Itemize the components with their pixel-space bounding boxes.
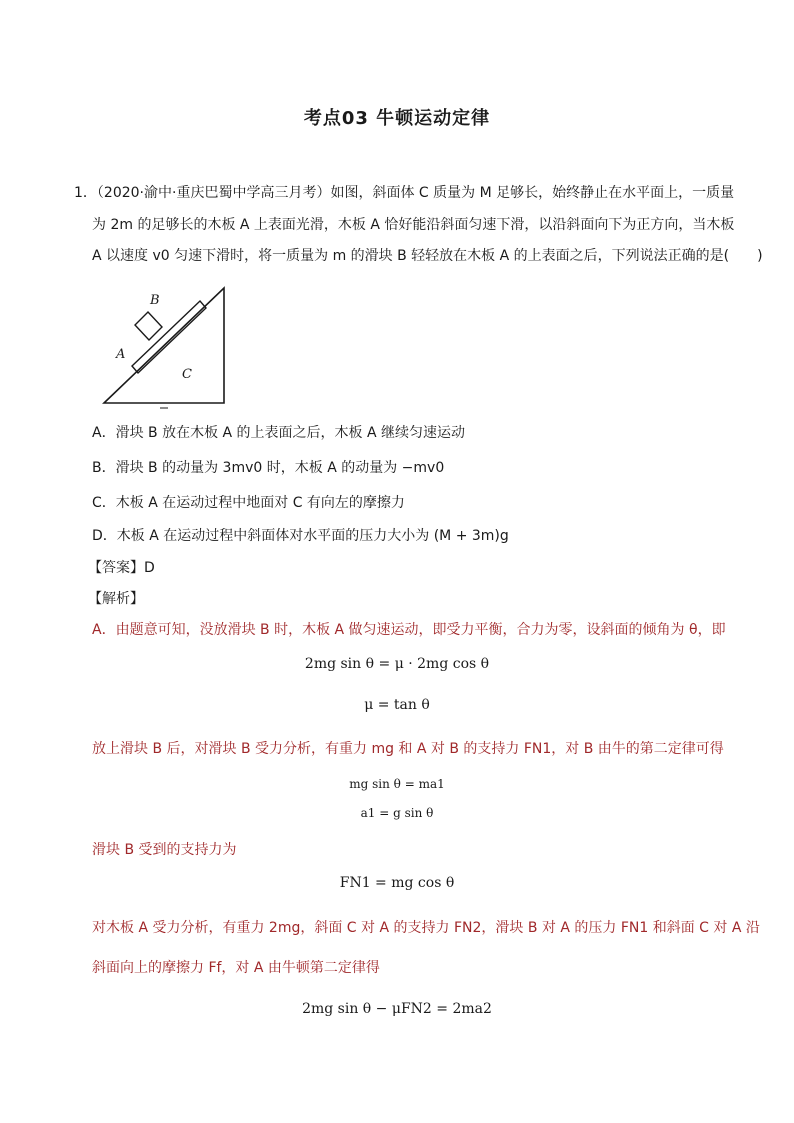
option-a: A．滑块 B 放在木板 A 的上表面之后，木板 A 继续匀速运动 [92, 425, 466, 441]
wedge-c [104, 288, 224, 403]
equation-4: a1 = g sin θ [360, 806, 434, 820]
equation-1: 2mg sin θ = μ · 2mg cos θ [304, 656, 490, 672]
analysis-tag: 【解析】 [88, 591, 144, 607]
answer-line: 【答案】D [88, 560, 155, 576]
question-text-1: （2020·渝中·重庆巴蜀中学高三月考）如图，斜面体 C 质量为 M 足够长，始终静止在水平面上，一质量 [96, 185, 735, 201]
label-a: A [116, 347, 126, 362]
equation-6: 2mg sin θ − μFN2 = 2ma2 [302, 1001, 492, 1017]
equation-2: μ = tan θ [364, 697, 430, 713]
page-title: 考点03 牛顿运动定律 [303, 108, 491, 129]
analysis-paragraph-4: 对木板 A 受力分析，有重力 2mg，斜面 C 对 A 的支持力 FN2，滑块 B 对 A 的压力 FN1 和斜面 C 对 A 沿 [92, 920, 760, 936]
analysis-paragraph-3: 滑块 B 受到的支持力为 [92, 842, 237, 858]
question-line-1 [74, 183, 734, 203]
question-number: 1． [74, 185, 97, 201]
label-c: C [182, 367, 192, 382]
board-a [132, 301, 206, 373]
equation-5: FN1 = mg cos θ [339, 875, 455, 891]
option-b: B．滑块 B 的动量为 3mv0 时，木板 A 的动量为 −mv0 [92, 460, 445, 476]
equation-3: mg sin θ = ma1 [349, 777, 445, 791]
question-line-3: A 以速度 v0 匀速下滑时，将一质量为 m 的滑块 B 轻轻放在木板 A 的上表面之后，下列说法正确的是( ) [92, 248, 763, 264]
incline-figure [98, 282, 238, 412]
question-line-2: 为 2m 的足够长的木板 A 上表面光滑，木板 A 恰好能沿斜面匀速下滑，以沿斜面向下为正方向，当木板 [92, 217, 735, 233]
analysis-paragraph-1: A．由题意可知，没放滑块 B 时，木板 A 做匀速运动，即受力平衡，合力为零，设斜面的倾角为 θ，即 [92, 622, 726, 638]
label-b: B [150, 293, 160, 308]
analysis-paragraph-2: 放上滑块 B 后，对滑块 B 受力分析，有重力 mg 和 A 对 B 的支持力 FN1，对 B 由牛的第二定律可得 [92, 741, 724, 757]
block-b [135, 312, 162, 340]
option-d: D．木板 A 在运动过程中斜面体对水平面的压力大小为 (M + 3m)g [92, 528, 509, 544]
option-c: C．木板 A 在运动过程中地面对 C 有向左的摩擦力 [92, 495, 405, 511]
analysis-paragraph-5: 斜面向上的摩擦力 Ff，对 A 由牛顿第二定律得 [92, 960, 380, 976]
